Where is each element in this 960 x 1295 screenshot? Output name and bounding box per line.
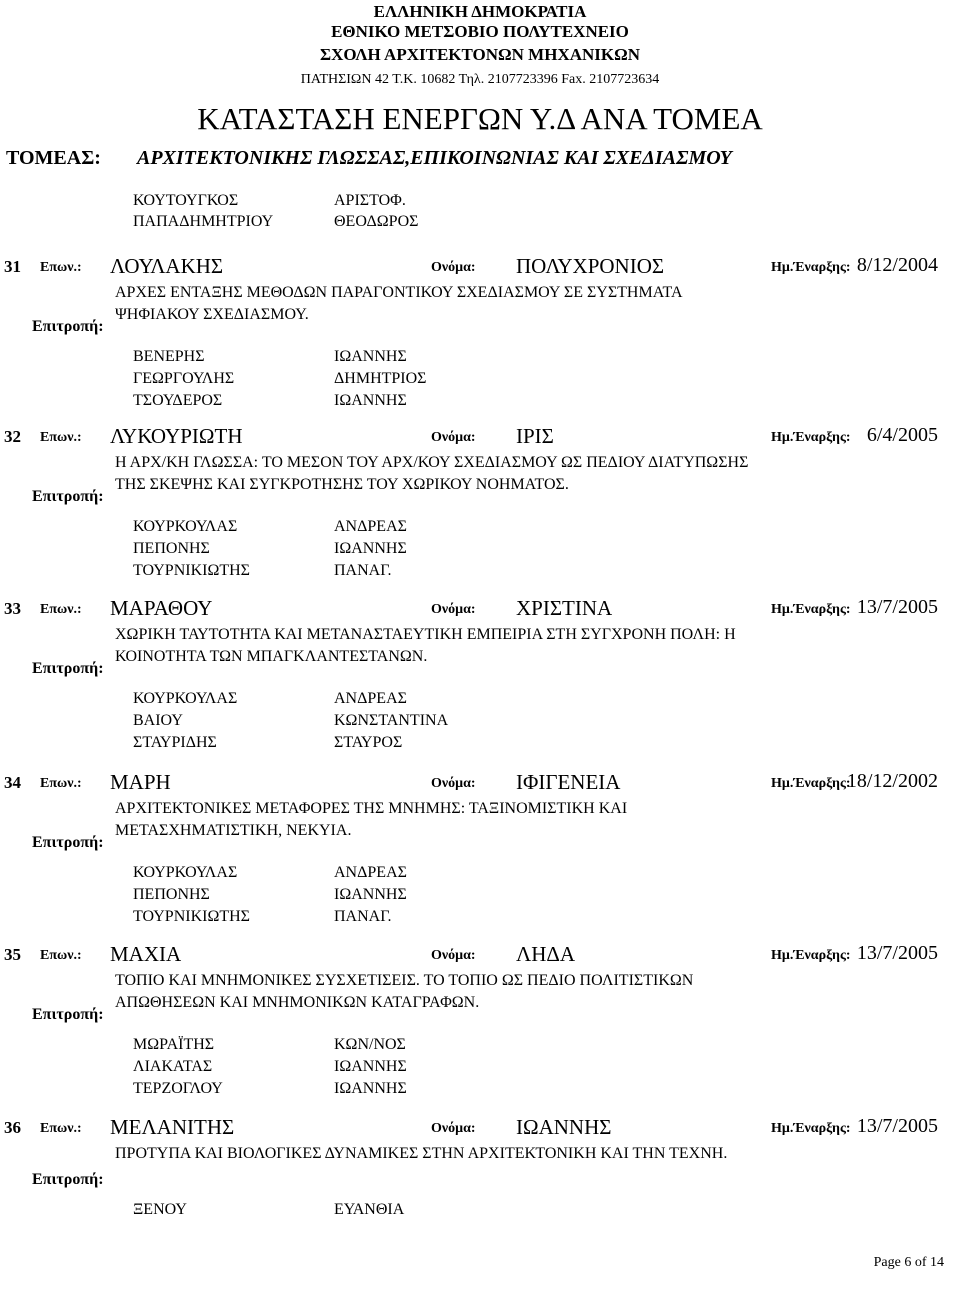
committee-label: Επιτροπή:: [32, 318, 104, 335]
committee-members: [0, 518, 960, 584]
thesis-title: [115, 970, 835, 1014]
committee-member: [0, 540, 960, 562]
start-date: 13/7/2005: [856, 596, 938, 618]
name-label: Ονόμα:: [431, 1121, 476, 1136]
member-firstname: ΠΑΝΑΓ.: [334, 908, 392, 925]
start-date: 18/12/2002: [846, 770, 938, 792]
start-date-label: Ημ.Έναρξης:: [771, 260, 851, 275]
start-date: 13/7/2005: [856, 1115, 938, 1137]
member-firstname: ΕΥΑΝΘΙΑ: [334, 1201, 405, 1218]
header-line-2: ΕΘΝΙΚΟ ΜΕΤΣΟΒΙΟ ΠΟΛΥΤΕΧΝΕΙΟ: [331, 22, 629, 41]
surname-label: Επων.:: [40, 1121, 82, 1136]
committee-member: [0, 1036, 960, 1058]
name-label: Ονόμα:: [431, 948, 476, 963]
committee-member: [0, 864, 960, 886]
committee-member: [0, 370, 960, 392]
committee-members: [0, 1036, 960, 1102]
member-surname: ΠΑΠΑΔΗΜΗΤΡΙΟΥ: [133, 213, 274, 230]
committee-label: Επιτροπή:: [32, 1006, 104, 1023]
surname-label: Επων.:: [40, 602, 82, 617]
title-line: ΚΟΙΝΟΤΗΤΑ ΤΩΝ ΜΠΑΓΚΛΑΝΤΕΣΤΑΝΩΝ.: [115, 648, 428, 665]
member-firstname: ΑΡΙΣΤΟΦ.: [334, 192, 406, 209]
thesis-entry: [0, 942, 960, 1122]
sector-name: ΑΡΧΙΤΕΚΤΟΝΙΚΗΣ ΓΛΩΣΣΑΣ,ΕΠΙΚΟΙΝΩΝΙΑΣ ΚΑΙ ΣΧΕΔΙΑΣΜΟΥ: [137, 147, 732, 169]
member-firstname: ΙΩΑΝΝΗΣ: [334, 540, 407, 557]
thesis-entry: [0, 424, 960, 604]
member-firstname: ΚΩΝ/ΝΟΣ: [334, 1036, 406, 1053]
entry-header: [0, 1115, 960, 1143]
member-surname: ΓΕΩΡΓΟΥΛΗΣ: [133, 370, 235, 387]
member-surname: ΞΕΝΟΥ: [133, 1201, 187, 1218]
surname-label: Επων.:: [40, 776, 82, 791]
name-label: Ονόμα:: [431, 602, 476, 617]
student-surname: ΜΑΡΗ: [110, 770, 171, 794]
student-surname: ΛΥΚΟΥΡΙΩΤΗ: [110, 424, 243, 448]
header-line-3: ΣΧΟΛΗ ΑΡΧΙΤΕΚΤΟΝΩΝ ΜΗΧΑΝΙΚΩΝ: [319, 45, 641, 64]
header-address: ΠΑΤΗΣΙΩΝ 42 Τ.Κ. 10682 Τηλ. 2107723396 Fax. 2107723634: [300, 72, 660, 87]
committee-member: [0, 908, 960, 930]
member-firstname: ΚΩΝΣΤΑΝΤΙΝΑ: [334, 712, 449, 729]
committee-member: [0, 1058, 960, 1080]
start-date-label: Ημ.Έναρξης:: [771, 1121, 851, 1136]
name-label: Ονόμα:: [431, 430, 476, 445]
title-line: Η ΑΡΧ/ΚΗ ΓΛΩΣΣΑ: ΤΟ ΜΕΣΟΝ ΤΟΥ ΑΡΧ/ΚΟΥ ΣΧΕΔΙΑΣΜΟΥ ΩΣ ΠΕΔΙΟΥ ΔΙΑΤΥΠΩΣΗΣ: [115, 454, 749, 471]
start-date: 13/7/2005: [856, 942, 938, 964]
member-surname: ΤΟΥΡΝΙΚΙΩΤΗΣ: [133, 908, 250, 925]
committee-member: [0, 518, 960, 540]
committee-members: [0, 348, 960, 414]
member-firstname: ΙΩΑΝΝΗΣ: [334, 392, 407, 409]
surname-label: Επων.:: [40, 430, 82, 445]
header-line-1: ΕΛΛΗΝΙΚΗ ΔΗΜΟΚΡΑΤΙΑ: [373, 2, 587, 21]
title-line: ΑΡΧΕΣ ΕΝΤΑΞΗΣ ΜΕΘΟΔΩΝ ΠΑΡΑΓΟΝΤΙΚΟΥ ΣΧΕΔΙΑΣΜΟΥ ΣΕ ΣΥΣΤΗΜΑΤΑ: [115, 284, 683, 301]
member-firstname: ΙΩΑΝΝΗΣ: [334, 348, 407, 365]
title-line: ΤΟΠΙΟ ΚΑΙ ΜΝΗΜΟΝΙΚΕΣ ΣΥΣΧΕΤΙΣΕΙΣ. ΤΟ ΤΟΠΙΟ ΩΣ ΠΕΔΙΟ ΠΟΛΙΤΙΣΤΙΚΩΝ: [115, 972, 694, 989]
name-label: Ονόμα:: [431, 776, 476, 791]
sector-heading: [0, 147, 960, 177]
member-firstname: ΑΝΔΡΕΑΣ: [334, 690, 407, 707]
student-name: ΙΡΙΣ: [516, 424, 554, 448]
member-surname: ΤΕΡΖΟΓΛΟΥ: [133, 1080, 223, 1097]
surname-label: Επων.:: [40, 260, 82, 275]
surname-label: Επων.:: [40, 948, 82, 963]
student-surname: ΜΕΛΑΝΙΤΗΣ: [110, 1115, 235, 1139]
student-surname: ΜΑΧΙΑ: [110, 942, 182, 966]
committee-label: Επιτροπή:: [32, 660, 104, 677]
committee-member: [0, 690, 960, 712]
member-surname: ΚΟΥΤΟΥΓΚΟΣ: [133, 192, 239, 209]
member-firstname: ΑΝΔΡΕΑΣ: [334, 518, 407, 535]
entry-header: [0, 770, 960, 798]
start-date-label: Ημ.Έναρξης:: [771, 948, 851, 963]
committee-label: Επιτροπή:: [32, 834, 104, 851]
student-name: ΠΟΛΥΧΡΟΝΙΟΣ: [516, 254, 665, 278]
committee-member: [0, 348, 960, 370]
title-line: ΨΗΦΙΑΚΟΥ ΣΧΕΔΙΑΣΜΟΥ.: [115, 306, 309, 323]
entry-number: 35: [4, 945, 21, 964]
member-surname: ΤΣΟΥΔΕΡΟΣ: [133, 392, 223, 409]
entry-number: 31: [4, 257, 21, 276]
committee-members: [0, 864, 960, 930]
start-date-label: Ημ.Έναρξης:: [771, 602, 851, 617]
committee-member: [0, 213, 960, 235]
thesis-entry: [0, 770, 960, 950]
member-firstname: ΣΤΑΥΡΟΣ: [334, 734, 403, 751]
student-surname: ΛΟΥΛΑΚΗΣ: [110, 254, 224, 278]
member-surname: ΜΩΡΑΪΤΗΣ: [133, 1036, 215, 1053]
student-name: ΙΦΙΓΕΝΕΙΑ: [516, 770, 621, 794]
committee-label: Επιτροπή:: [32, 488, 104, 505]
committee-member: [0, 1080, 960, 1102]
committee-member: [0, 562, 960, 584]
start-date: 6/4/2005: [866, 424, 938, 446]
page-number: Page 6 of 14: [873, 1255, 944, 1270]
student-surname: ΜΑΡΑΘΟΥ: [110, 596, 213, 620]
member-surname: ΣΤΑΥΡΙΔΗΣ: [133, 734, 217, 751]
member-surname: ΠΕΠΟΝΗΣ: [133, 886, 210, 903]
member-firstname: ΠΑΝΑΓ.: [334, 562, 392, 579]
member-firstname: ΙΩΑΝΝΗΣ: [334, 1058, 407, 1075]
member-firstname: ΑΝΔΡΕΑΣ: [334, 864, 407, 881]
member-surname: ΒΕΝΕΡΗΣ: [133, 348, 205, 365]
thesis-entry: [0, 596, 960, 776]
committee-member: [0, 1201, 960, 1223]
committee-member: [0, 712, 960, 734]
entry-number: 32: [4, 427, 21, 446]
committee-label: Επιτροπή:: [32, 1171, 104, 1188]
student-name: ΙΩΑΝΝΗΣ: [516, 1115, 612, 1139]
thesis-entry: [0, 1115, 960, 1295]
member-surname: ΚΟΥΡΚΟΥΛΑΣ: [133, 864, 238, 881]
title-line: ΠΡΟΤΥΠΑ ΚΑΙ ΒΙΟΛΟΓΙΚΕΣ ΔΥΝΑΜΙΚΕΣ ΣΤΗΝ ΑΡΧΙΤΕΚΤΟΝΙΚΗ ΚΑΙ ΤΗΝ ΤΕΧΝΗ.: [115, 1145, 728, 1162]
start-date: 8/12/2004: [856, 254, 938, 276]
title-line: ΜΕΤΑΣΧΗΜΑΤΙΣΤΙΚΗ, ΝΕΚΥΙΑ.: [115, 822, 352, 839]
thesis-title: [115, 452, 835, 496]
member-firstname: ΔΗΜΗΤΡΙΟΣ: [334, 370, 427, 387]
committee-member: [0, 886, 960, 908]
member-firstname: ΘΕΟΔΩΡΟΣ: [334, 213, 419, 230]
thesis-title: [115, 282, 835, 326]
member-firstname: ΙΩΑΝΝΗΣ: [334, 886, 407, 903]
title-line: ΑΠΩΘΗΣΕΩΝ ΚΑΙ ΜΝΗΜΟΝΙΚΩΝ ΚΑΤΑΓΡΑΦΩΝ.: [115, 994, 480, 1011]
student-name: ΧΡΙΣΤΙΝΑ: [516, 596, 613, 620]
thesis-title: [115, 1143, 835, 1165]
entry-number: 34: [4, 773, 21, 792]
member-surname: ΤΟΥΡΝΙΚΙΩΤΗΣ: [133, 562, 250, 579]
student-name: ΛΗΔΑ: [516, 942, 576, 966]
thesis-title: [115, 798, 835, 842]
name-label: Ονόμα:: [431, 260, 476, 275]
member-surname: ΚΟΥΡΚΟΥΛΑΣ: [133, 690, 238, 707]
member-surname: ΒΑΙΟΥ: [133, 712, 183, 729]
member-surname: ΠΕΠΟΝΗΣ: [133, 540, 210, 557]
title-line: ΑΡΧΙΤΕΚΤΟΝΙΚΕΣ ΜΕΤΑΦΟΡΕΣ ΤΗΣ ΜΝΗΜΗΣ: ΤΑΞΙΝΟΜΙΣΤΙΚΗ ΚΑΙ: [115, 800, 628, 817]
title-line: ΧΩΡΙΚΗ ΤΑΥΤΟΤΗΤΑ ΚΑΙ ΜΕΤΑΝΑΣΤΑΕΥΤΙΚΗ ΕΜΠΕΙΡΙΑ ΣΤΗ ΣΥΓΧΡΟΝΗ ΠΟΛΗ: Η: [115, 626, 736, 643]
thesis-title: [115, 624, 835, 668]
start-date-label: Ημ.Έναρξης:: [771, 430, 851, 445]
entry-header: [0, 254, 960, 282]
report-title: ΚΑΤΑΣΤΑΣΗ ΕΝΕΡΓΩΝ Υ.Δ ΑΝΑ ΤΟΜΕΑ: [197, 101, 763, 136]
entry-number: 36: [4, 1118, 21, 1137]
title-line: ΤΗΣ ΣΚΕΨΗΣ ΚΑΙ ΣΥΓΚΡΟΤΗΣΗΣ ΤΟΥ ΧΩΡΙΚΟΥ ΝΟΗΜΑΤΟΣ.: [115, 476, 569, 493]
entry-header: [0, 942, 960, 970]
member-surname: ΚΟΥΡΚΟΥΛΑΣ: [133, 518, 238, 535]
committee-member: [0, 734, 960, 756]
committee-members: [0, 1201, 960, 1223]
sector-label: ΤΟΜΕΑΣ:: [6, 147, 101, 169]
committee-member: [0, 192, 960, 214]
committee-members: [0, 690, 960, 756]
entry-number: 33: [4, 599, 21, 618]
entry-header: [0, 424, 960, 452]
entry-header: [0, 596, 960, 624]
start-date-label: Ημ.Έναρξης:: [771, 776, 851, 791]
committee-member: [0, 392, 960, 414]
member-surname: ΛΙΑΚΑΤΑΣ: [133, 1058, 213, 1075]
member-firstname: ΙΩΑΝΝΗΣ: [334, 1080, 407, 1097]
thesis-entry: [0, 254, 960, 434]
